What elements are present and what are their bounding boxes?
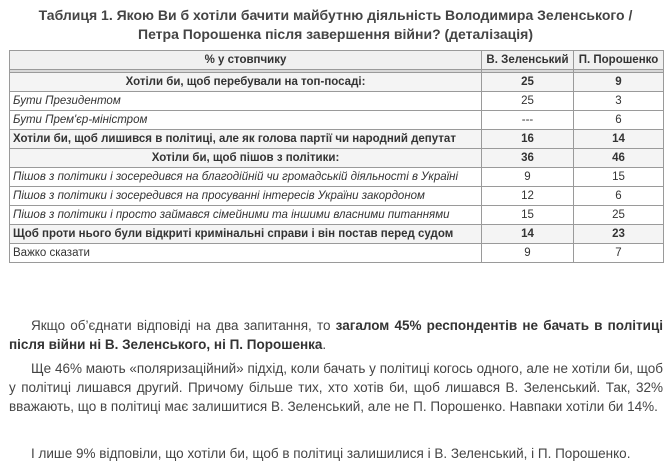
row-label: Хотіли би, щоб перебували на топ-посаді:: [10, 73, 482, 92]
table-row: [10, 168, 664, 187]
header-label: % у стовпчику: [10, 51, 482, 70]
header-zelensky: В. Зеленський: [482, 51, 574, 70]
row-value-poroshenko: 7: [574, 244, 664, 263]
row-label: Бути Прем'єр-міністром: [10, 111, 482, 130]
row-value-zelensky: 16: [482, 130, 574, 149]
row-value-poroshenko: 25: [574, 206, 664, 225]
table-row: [10, 130, 664, 149]
table-row: [10, 111, 664, 130]
paragraph-1-bold: загалом 45% респондентів не бачать в політиці після війни ні В. Зеленського, ні П. Порошенка: [9, 318, 664, 352]
row-value-poroshenko: 6: [574, 187, 664, 206]
row-label: Пішов з політики і просто займався сімейними та іншими власними питаннями: [10, 206, 482, 225]
row-label: Пішов з політики і зосередився на просуванні інтересів України закордоном: [10, 187, 482, 206]
row-value-zelensky: 9: [482, 168, 574, 187]
row-value-zelensky: ---: [482, 111, 574, 130]
row-label: Бути Президентом: [10, 92, 482, 111]
row-value-poroshenko: 6: [574, 111, 664, 130]
row-value-poroshenko: 14: [574, 130, 664, 149]
row-value-zelensky: 25: [482, 73, 574, 92]
paragraph-2: Ще 46% мають «поляризаційний» підхід, коли бачать у політиці когось одного, але не хотіли би, щоб у політиці лишався другий. Причому більше тих, хто хотів би, щоб лишався В. Зеленський. Так, 32% вважають, що в політиці має залишитися В. Зеленський, але не П. Порошенко. Навпаки хотіли би 14%.: [9, 361, 663, 414]
table-row: [10, 149, 664, 168]
row-value-zelensky: 36: [482, 149, 574, 168]
results-table-wrap: [9, 50, 663, 263]
table-row: [10, 73, 664, 92]
row-label: Пішов з політики і зосередився на благодійній чи громадській діяльності в Україні: [10, 168, 482, 187]
row-label: Щоб проти нього були відкриті кримінальні справи і він постав перед судом: [10, 225, 482, 244]
row-value-zelensky: 25: [482, 92, 574, 111]
table-row: [10, 244, 664, 263]
results-table: [9, 50, 664, 263]
paragraph-1: [9, 316, 663, 354]
paragraph-3: І лише 9% відповіли, що хотіли би, щоб в політиці залишилися і В. Зеленський, і П. Порошенко.: [31, 446, 631, 461]
row-value-zelensky: 14: [482, 225, 574, 244]
row-value-poroshenko: 23: [574, 225, 664, 244]
table-row: [10, 92, 664, 111]
table-row: [10, 187, 664, 206]
title-line-2: Петра Порошенка після завершення війни? (деталізація): [138, 26, 533, 42]
title-line-1: Таблиця 1. Якою Ви б хотіли бачити майбутню діяльність Володимира Зеленського /: [38, 7, 633, 23]
table-header-row: [10, 51, 664, 70]
row-value-zelensky: 9: [482, 244, 574, 263]
paragraph-1-text-a: Якщо об’єднати відповіді на два запитання, то: [31, 318, 336, 333]
paragraph-1-text-b: .: [322, 337, 327, 352]
row-value-poroshenko: 3: [574, 92, 664, 111]
table-row: [10, 206, 664, 225]
row-value-zelensky: 12: [482, 187, 574, 206]
header-poroshenko: П. Порошенко: [574, 51, 664, 70]
row-value-poroshenko: 9: [574, 73, 664, 92]
table-row: [10, 225, 664, 244]
row-value-zelensky: 15: [482, 206, 574, 225]
row-value-poroshenko: 15: [574, 168, 664, 187]
row-label: Хотіли би, щоб лишився в політиці, але як голова партії чи народний депутат: [10, 130, 482, 149]
row-label: Важко сказати: [10, 244, 482, 263]
row-value-poroshenko: 46: [574, 149, 664, 168]
table-title: [0, 6, 671, 44]
row-label: Хотіли би, щоб пішов з політики:: [10, 149, 482, 168]
